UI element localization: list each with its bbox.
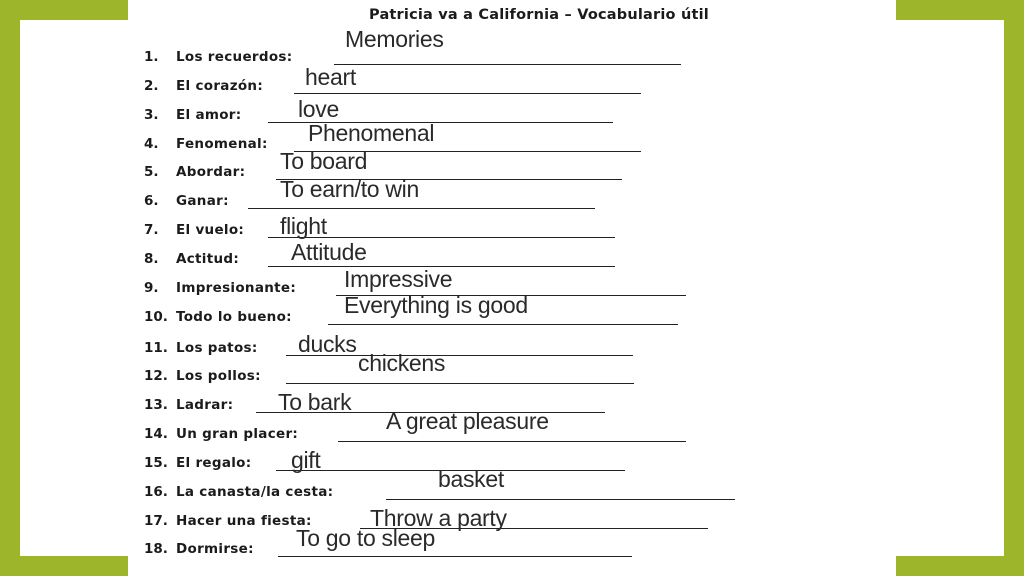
handwritten-answer: Phenomenal [308, 120, 435, 146]
handwritten-answer: heart [305, 64, 356, 90]
handwritten-answer: A great pleasure [386, 408, 549, 434]
vocabulary-term: La canasta/la cesta: [176, 484, 334, 500]
item-number: 15. [144, 455, 168, 471]
handwritten-answer: To earn/to win [280, 176, 419, 202]
vocabulary-term: Un gran placer: [176, 426, 299, 442]
item-number: 17. [144, 513, 168, 529]
answer-blank-line [338, 441, 686, 442]
item-number: 5. [144, 164, 159, 180]
answer-blank-line [334, 64, 681, 65]
vocabulary-term: Ganar: [176, 193, 229, 209]
vocabulary-term: El regalo: [176, 455, 252, 471]
handwritten-answer: flight [280, 213, 327, 239]
vocabulary-term: Fenomenal: [176, 136, 268, 152]
handwritten-answer: To bark [278, 389, 352, 415]
item-number: 12. [144, 368, 168, 384]
handwritten-answer: ducks [298, 331, 357, 357]
vocabulary-term: Hacer una fiesta: [176, 513, 312, 529]
vocabulary-term: El amor: [176, 107, 242, 123]
vocabulary-term: Impresionante: [176, 280, 297, 296]
handwritten-answer: Throw a party [370, 505, 507, 531]
item-number: 4. [144, 136, 159, 152]
item-number: 18. [144, 541, 168, 557]
item-number: 7. [144, 222, 159, 238]
vocabulary-term: Todo lo bueno: [176, 309, 292, 325]
answer-blank-line [248, 208, 595, 209]
item-number: 1. [144, 49, 159, 65]
vocabulary-term: Abordar: [176, 164, 246, 180]
answer-blank-line [278, 556, 632, 557]
vocabulary-term: Los patos: [176, 340, 258, 356]
handwritten-answer: basket [438, 466, 504, 492]
worksheet-title: Patricia va a California – Vocabulario útil [369, 7, 709, 23]
item-number: 16. [144, 484, 168, 500]
item-number: 13. [144, 397, 168, 413]
handwritten-answer: gift [291, 447, 321, 473]
vocabulary-term: Los recuerdos: [176, 49, 293, 65]
item-number: 3. [144, 107, 159, 123]
vocabulary-term: Ladrar: [176, 397, 234, 413]
handwritten-answer: Attitude [291, 239, 367, 265]
handwritten-answer: To go to sleep [296, 525, 436, 551]
worksheet-page [128, 0, 896, 576]
vocabulary-term: Dormirse: [176, 541, 254, 557]
item-number: 10. [144, 309, 168, 325]
vocabulary-term: El corazón: [176, 78, 264, 94]
answer-blank-line [294, 93, 641, 94]
vocabulary-term: Actitud: [176, 251, 240, 267]
handwritten-answer: To board [280, 148, 368, 174]
item-number: 9. [144, 280, 159, 296]
handwritten-answer: Impressive [344, 266, 453, 292]
handwritten-answer: love [298, 96, 339, 122]
handwritten-answer: Memories [345, 26, 444, 52]
item-number: 11. [144, 340, 168, 356]
vocabulary-term: El vuelo: [176, 222, 245, 238]
item-number: 2. [144, 78, 159, 94]
handwritten-answer: chickens [358, 350, 446, 376]
item-number: 6. [144, 193, 159, 209]
item-number: 8. [144, 251, 159, 267]
answer-blank-line [328, 324, 678, 325]
answer-blank-line [386, 499, 735, 500]
answer-blank-line [286, 383, 634, 384]
item-number: 14. [144, 426, 168, 442]
vocabulary-term: Los pollos: [176, 368, 261, 384]
handwritten-answer: Everything is good [344, 292, 528, 318]
